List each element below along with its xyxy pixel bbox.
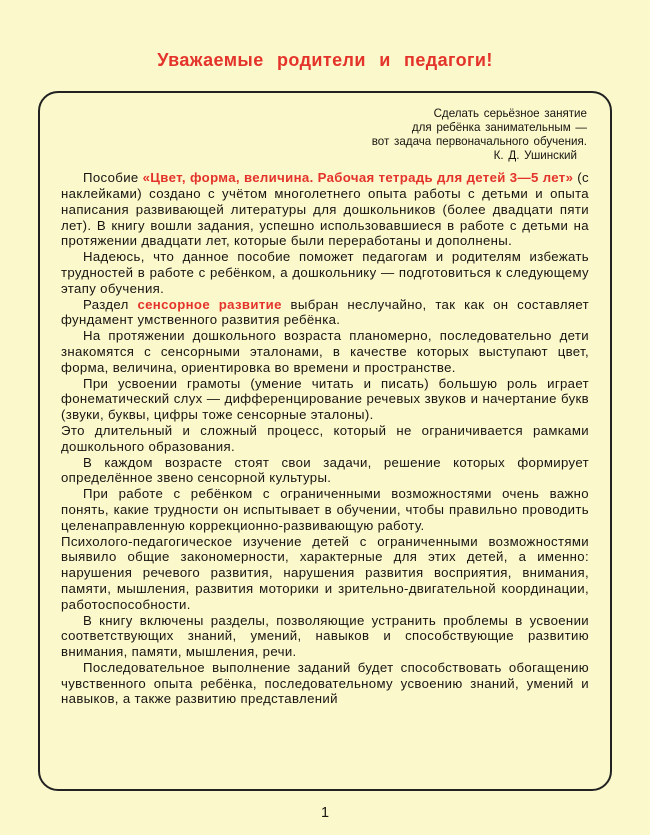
text-segment: Психолого-педагогическое изучение детей с ограниченными возможностями выявило общие закономерности, характерные для этих детей, а именно: нарушения речевого развития, нарушения развития восприятия, внимания, памяти, мышления, развития моторики и зрительно-двигательной координации, работоспособности. bbox=[61, 533, 589, 612]
paragraph bbox=[61, 455, 589, 487]
text-segment: Пособие bbox=[83, 170, 143, 186]
paragraph bbox=[61, 660, 589, 707]
epigraph-author: К. Д. Ушинский bbox=[493, 149, 577, 163]
paragraph bbox=[61, 249, 589, 296]
text-segment: Это длительный и сложный процесс, который не ограничивается рамками дошкольного образования. bbox=[61, 422, 589, 454]
text-segment: При работе с ребёнком с ограниченными возможностями очень важно понять, какие трудности он испытывает в обучении, чтобы правильно проводить целенаправленную коррекционно-развивающую работу. bbox=[61, 486, 589, 533]
epigraph-line: для ребёнка занимательным — bbox=[411, 120, 587, 134]
text-segment: (с наклейками) создано с учётом многолетнего опыта работы с детьми и опыта написания развивающей литературы для дошкольников (более двадцати пяти лет). В книгу вошли задания, успешно использовавшиеся в работе с детьми на протяжении двадцати лет, которые были переработаны и дополнены. bbox=[61, 170, 589, 249]
text-segment: Раздел bbox=[83, 296, 138, 312]
paragraph bbox=[61, 486, 589, 533]
content-frame bbox=[38, 91, 612, 791]
epigraph-lines bbox=[61, 107, 587, 148]
paragraph bbox=[61, 613, 589, 660]
paragraph bbox=[61, 297, 589, 329]
text-segment: В книгу включены разделы, позволяющие устранить проблемы в усвоении соответствующих знаний, умений, навыков и способствующие развитию внимания, памяти, мышления, речи. bbox=[61, 612, 589, 660]
epigraph-line: Сделать серьёзное занятие bbox=[433, 107, 587, 120]
text-segment: Надеюсь, что данное пособие поможет педагогам и родителям избежать трудностей в работе с ребёнком, а дошкольнику — подготовиться к следующему этапу обучения. bbox=[61, 249, 589, 296]
paragraph bbox=[61, 376, 589, 423]
paragraph bbox=[61, 170, 589, 249]
text-segment: выбран неслучайно, так как он составляет фундамент умственного развития ребёнка. bbox=[61, 296, 589, 328]
paragraph bbox=[61, 328, 589, 375]
page-number: 1 bbox=[320, 805, 330, 821]
text-segment: На протяжении дошкольного возраста планомерно, последовательно дети знакомятся с сенсорными эталонами, в качестве которых выступают цвет, форма, величина, ориентировка во времени и пространстве. bbox=[61, 328, 589, 375]
highlighted-text: сенсорное развитие bbox=[137, 296, 282, 312]
text-segment: В каждом возрасте стоят свои задачи, решение которых формирует определённое звено сенсорной культуры. bbox=[61, 454, 589, 486]
text-segment: При усвоении грамоты (умение читать и писать) большую роль играет фонематический слух — дифференцирование речевых звуков и начертание букв (звуки, буквы, цифры тоже сенсорные эталоны). bbox=[61, 375, 589, 423]
page-title: Уважаемые родители и педагоги! bbox=[157, 50, 493, 70]
epigraph-line: вот задача первоначального обучения. bbox=[371, 134, 587, 148]
paragraph bbox=[61, 534, 589, 613]
epigraph bbox=[61, 107, 587, 163]
paragraph bbox=[61, 423, 589, 455]
highlighted-text: «Цвет, форма, величина. Рабочая тетрадь для детей 3—5 лет» bbox=[142, 170, 574, 186]
text-segment: Последовательное выполнение заданий будет способствовать обогащению чувственного опыта ребёнка, последовательному усвоению знаний, умений и навыков, а также развитию представлений bbox=[61, 659, 589, 707]
body-text bbox=[61, 170, 589, 707]
